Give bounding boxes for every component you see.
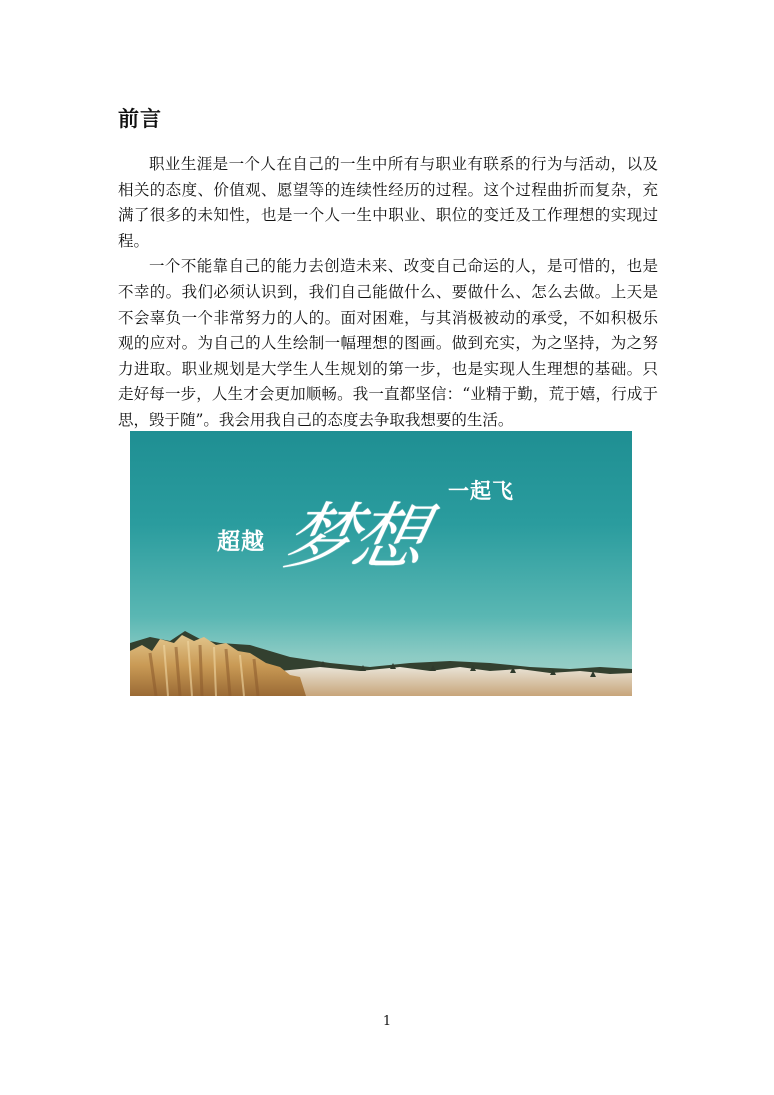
banner-text-mengxiang: 梦想 (276, 495, 431, 579)
dream-banner-image (130, 431, 632, 696)
paragraph-2: 一个不能靠自己的能力去创造未来、改变自己命运的人，是可惜的，也是不幸的。我们必须认识到，我们自己能做什么、要做什么、怎么去做。上天是不会辜负一个非常努力的人的。面对困难，与其消极被动的承受，不如积极乐观的应对。为自己的人生绘制一幅理想的图画。做到充实，为之坚持，为之努力进取。职业规划是大学生人生规划的第一步，也是实现人生理想的基础。只走好每一步，人生才会更加顺畅。我一直都坚信：“业精于勤，荒于嬉，行成于思，毁于随”。我会用我自己的态度去争取我想要的生活。 (118, 257, 658, 429)
paragraph-1: 职业生涯是一个人在自己的一生中所有与职业有联系的行为与活动，以及相关的态度、价值观、愿望等的连续性经历的过程。这个过程曲折而复杂，充满了很多的未知性，也是一个人一生中职业、职位的变迁及工作理想的实现过程。 (118, 155, 658, 250)
body-text (118, 152, 658, 434)
banner-text-chaoyue: 超越 (217, 528, 265, 555)
section-heading: 前言 (118, 107, 162, 131)
far-cliffs (280, 667, 632, 696)
banner-text-yiqifei: 一起飞 (448, 478, 514, 503)
page-number: 1 (382, 1014, 392, 1029)
